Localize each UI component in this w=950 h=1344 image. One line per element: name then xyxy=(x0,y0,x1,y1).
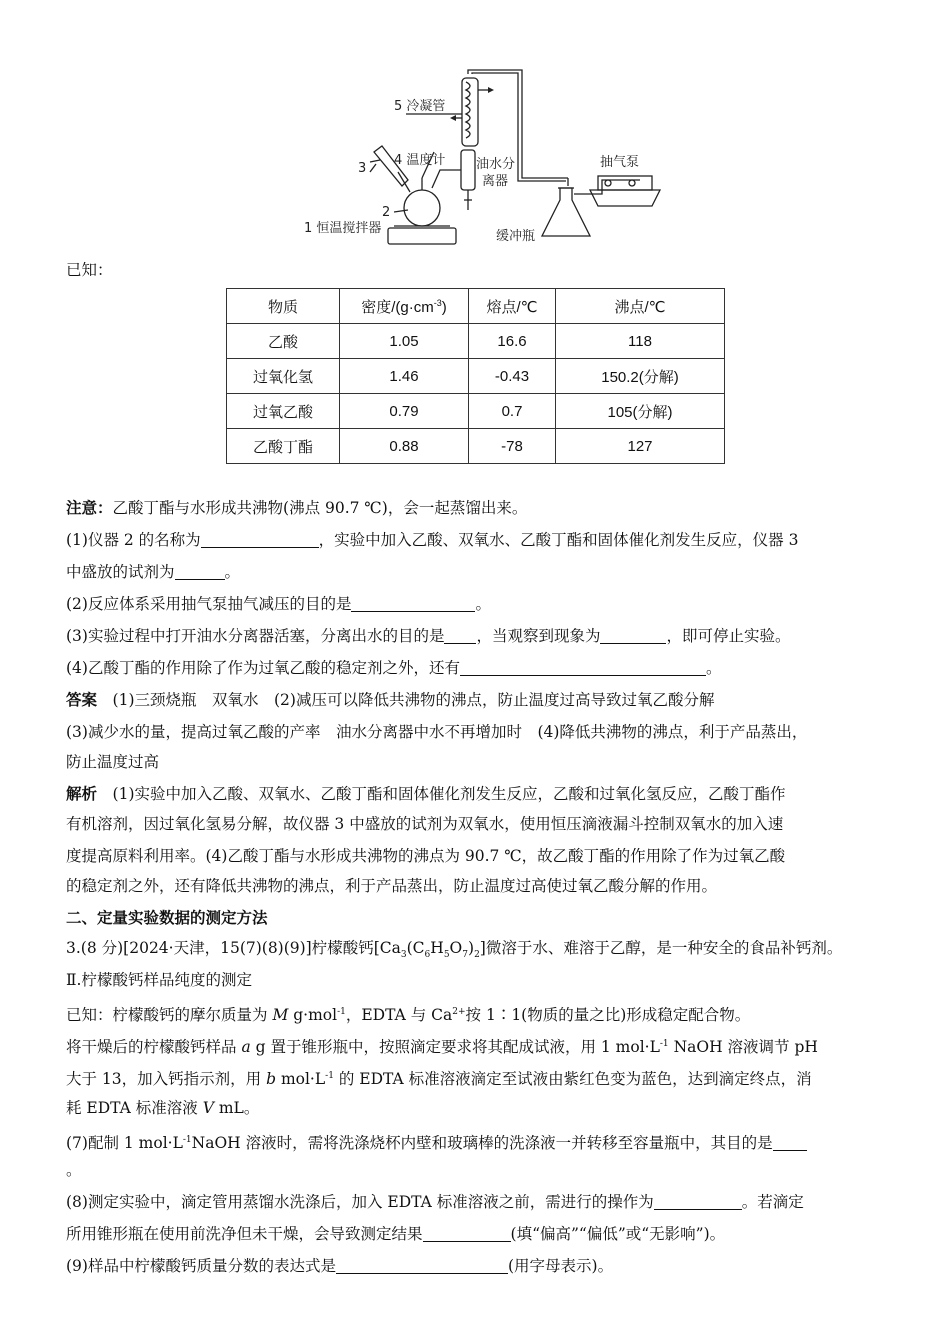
answer-blank[interactable] xyxy=(600,625,666,644)
label-separator-2: 离器 xyxy=(482,174,509,189)
label-stirrer: 1 恒温搅拌器 xyxy=(304,221,382,236)
question-8-line-2: 所用锥形瓶在使用前洗净但未干燥，会导致测定结果 (填“偏高”“偏低”或“无影响”)。 xyxy=(66,1225,726,1243)
apparatus-diagram xyxy=(290,60,670,250)
answer-line-1: 答案 (1)三颈烧瓶 双氧水 (2)减压可以降低共沸物的沸点，防止温度过高导致过氧乙酸分解 xyxy=(66,690,715,709)
table-cell: 127 xyxy=(556,429,725,464)
table-row xyxy=(227,359,725,394)
question-3-stem: 3.(8 分)[2024·天津，15(7)(8)(9)]柠檬酸钙$[Ca_3(C_6H_5O_7)_2]$微溶于水、难溶于乙醇，是一种安全的食品补钙剂。 xyxy=(66,939,843,961)
label-separator-1: 油水分 xyxy=(476,157,516,172)
table-cell: 118 xyxy=(556,324,725,359)
label-buffer: 缓冲瓶 xyxy=(496,229,536,244)
table-cell: -78 xyxy=(469,429,556,464)
analysis-line-3: 度提高原料利用率。(4)乙酸丁酯与水形成共沸物的沸点为 90.7 ℃，故乙酸丁酯的作用除了作为过氧乙酸 xyxy=(66,847,786,865)
label-three: 3 xyxy=(358,161,367,176)
analysis-line-4: 的稳定剂之外，还有降低共沸物的沸点，利于产品蒸出，防止温度过高使过氧乙酸分解的作用。 xyxy=(66,877,718,895)
known-label: 已知： xyxy=(66,261,113,279)
answer-line-3: 防止温度过高 xyxy=(66,753,160,771)
section-title: 二、定量实验数据的测定方法 xyxy=(66,909,268,927)
answer-blank[interactable] xyxy=(460,657,706,676)
analysis-line-2: 有机溶剂，因过氧化氢易分解，故仪器 3 中盛放的试剂为双氧水，使用恒压滴液漏斗控制双氧水的加入速 xyxy=(66,815,784,833)
procedure-line-1: 将干燥后的柠檬酸钙样品 a g 置于锥形瓶中，按照滴定要求将其配成试液，用 1 $mol\cdot L^{-1}$ NaOH 溶液调节 pH xyxy=(66,1038,818,1057)
analysis-label: 解析 xyxy=(66,784,98,803)
table-cell: 乙酸丁酯 xyxy=(227,429,340,464)
question-1-line-2: 中盛放的试剂为 。 xyxy=(66,563,241,581)
question-1-line-1: (1)仪器 2 的名称为 ，实验中加入乙酸、双氧水、乙酸丁酯和固体催化剂发生反应，仪器 3 xyxy=(66,531,799,549)
answer-blank[interactable] xyxy=(351,593,475,612)
label-pump: 抽气泵 xyxy=(600,155,640,170)
table-cell: 过氧乙酸 xyxy=(227,394,340,429)
label-thermometer: 4 温度计 xyxy=(394,153,446,168)
answer-line-2: (3)减少水的量，提高过氧乙酸的产率 油水分离器中水不再增加时 (4)降低共沸物的沸点，利于产品蒸出， xyxy=(66,723,808,741)
table-header: 物质 xyxy=(227,289,340,324)
note-label: 注意： xyxy=(66,498,113,517)
answer-blank[interactable] xyxy=(201,529,319,548)
question-2: (2)反应体系采用抽气泵抽气减压的目的是 。 xyxy=(66,595,491,613)
known-molar-mass: 已知：柠檬酸钙的摩尔质量为 M g·mol$^{-1}$，EDTA 与 $Ca^{2+}$按 1∶1(物质的量之比)形成稳定配合物。 xyxy=(66,1006,751,1025)
answer-label: 答案 xyxy=(66,690,98,709)
note-line xyxy=(66,494,884,522)
table-cell: 乙酸 xyxy=(227,324,340,359)
question-9: (9)样品中柠檬酸钙质量分数的表达式是 (用字母表示)。 xyxy=(66,1257,614,1275)
answer-blank[interactable] xyxy=(336,1255,508,1274)
table-cell: 150.2(分解) xyxy=(556,359,725,394)
question-3: (3)实验过程中打开油水分离器活塞，分离出水的目的是 ，当观察到现象为 ，即可停止实验。 xyxy=(66,627,791,645)
answer-blank[interactable] xyxy=(423,1223,511,1242)
procedure-line-3: 耗 EDTA 标准溶液 V mL。 xyxy=(66,1099,260,1117)
question-4: (4)乙酸丁酯的作用除了作为过氧乙酸的稳定剂之外，还有 。 xyxy=(66,659,722,677)
table-cell: 过氧化氢 xyxy=(227,359,340,394)
table-row xyxy=(227,324,725,359)
answer-blank[interactable] xyxy=(175,561,225,580)
analysis-line-1: 解析 (1)实验中加入乙酸、双氧水、乙酸丁酯和固体催化剂发生反应，乙酸和过氧化氢反应，乙酸丁酯作 xyxy=(66,784,786,803)
table-row xyxy=(227,394,725,429)
properties-table xyxy=(226,288,725,464)
answer-blank[interactable] xyxy=(444,625,476,644)
table-cell: 1.05 xyxy=(340,324,469,359)
table-cell: 105(分解) xyxy=(556,394,725,429)
part-title: Ⅱ.柠檬酸钙样品纯度的测定 xyxy=(66,971,252,989)
table-cell: 0.79 xyxy=(340,394,469,429)
table-header-row xyxy=(227,289,725,324)
label-two: 2 xyxy=(382,205,391,220)
table-cell: 16.6 xyxy=(469,324,556,359)
table-cell: 0.7 xyxy=(469,394,556,429)
table-header: 沸点/℃ xyxy=(556,289,725,324)
procedure-line-2: 大于 13，加入钙指示剂，用 b $mol\cdot L^{-1}$ 的 EDTA 标准溶液滴定至试液由紫红色变为蓝色，达到滴定终点，消 xyxy=(66,1070,812,1089)
table-row xyxy=(227,429,725,464)
note-text: 乙酸丁酯与水形成共沸物(沸点 90.7 ℃)，会一起蒸馏出来。 xyxy=(112,499,528,517)
question-7-line-2: 。 xyxy=(66,1161,82,1179)
table-cell: -0.43 xyxy=(469,359,556,394)
question-7-line-1: (7)配制 1 $mol\cdot L^{-1}NaOH$ 溶液时，需将洗涤烧杯内壁和玻璃棒的洗涤液一并转移至容量瓶中，其目的是 xyxy=(66,1126,884,1157)
table-cell: 1.46 xyxy=(340,359,469,394)
label-condenser: 5 冷凝管 xyxy=(394,99,446,114)
answer-blank[interactable] xyxy=(773,1132,807,1151)
table-cell: 0.88 xyxy=(340,429,469,464)
answer-blank[interactable] xyxy=(654,1191,742,1210)
question-8-line-1: (8)测定实验中，滴定管用蒸馏水洗涤后，加入 EDTA 标准溶液之前，需进行的操作为 。若滴定 xyxy=(66,1193,804,1211)
table-header: 密度$/(g\cdot cm^{-3})$ xyxy=(340,289,469,324)
table-header: 熔点/℃ xyxy=(469,289,556,324)
